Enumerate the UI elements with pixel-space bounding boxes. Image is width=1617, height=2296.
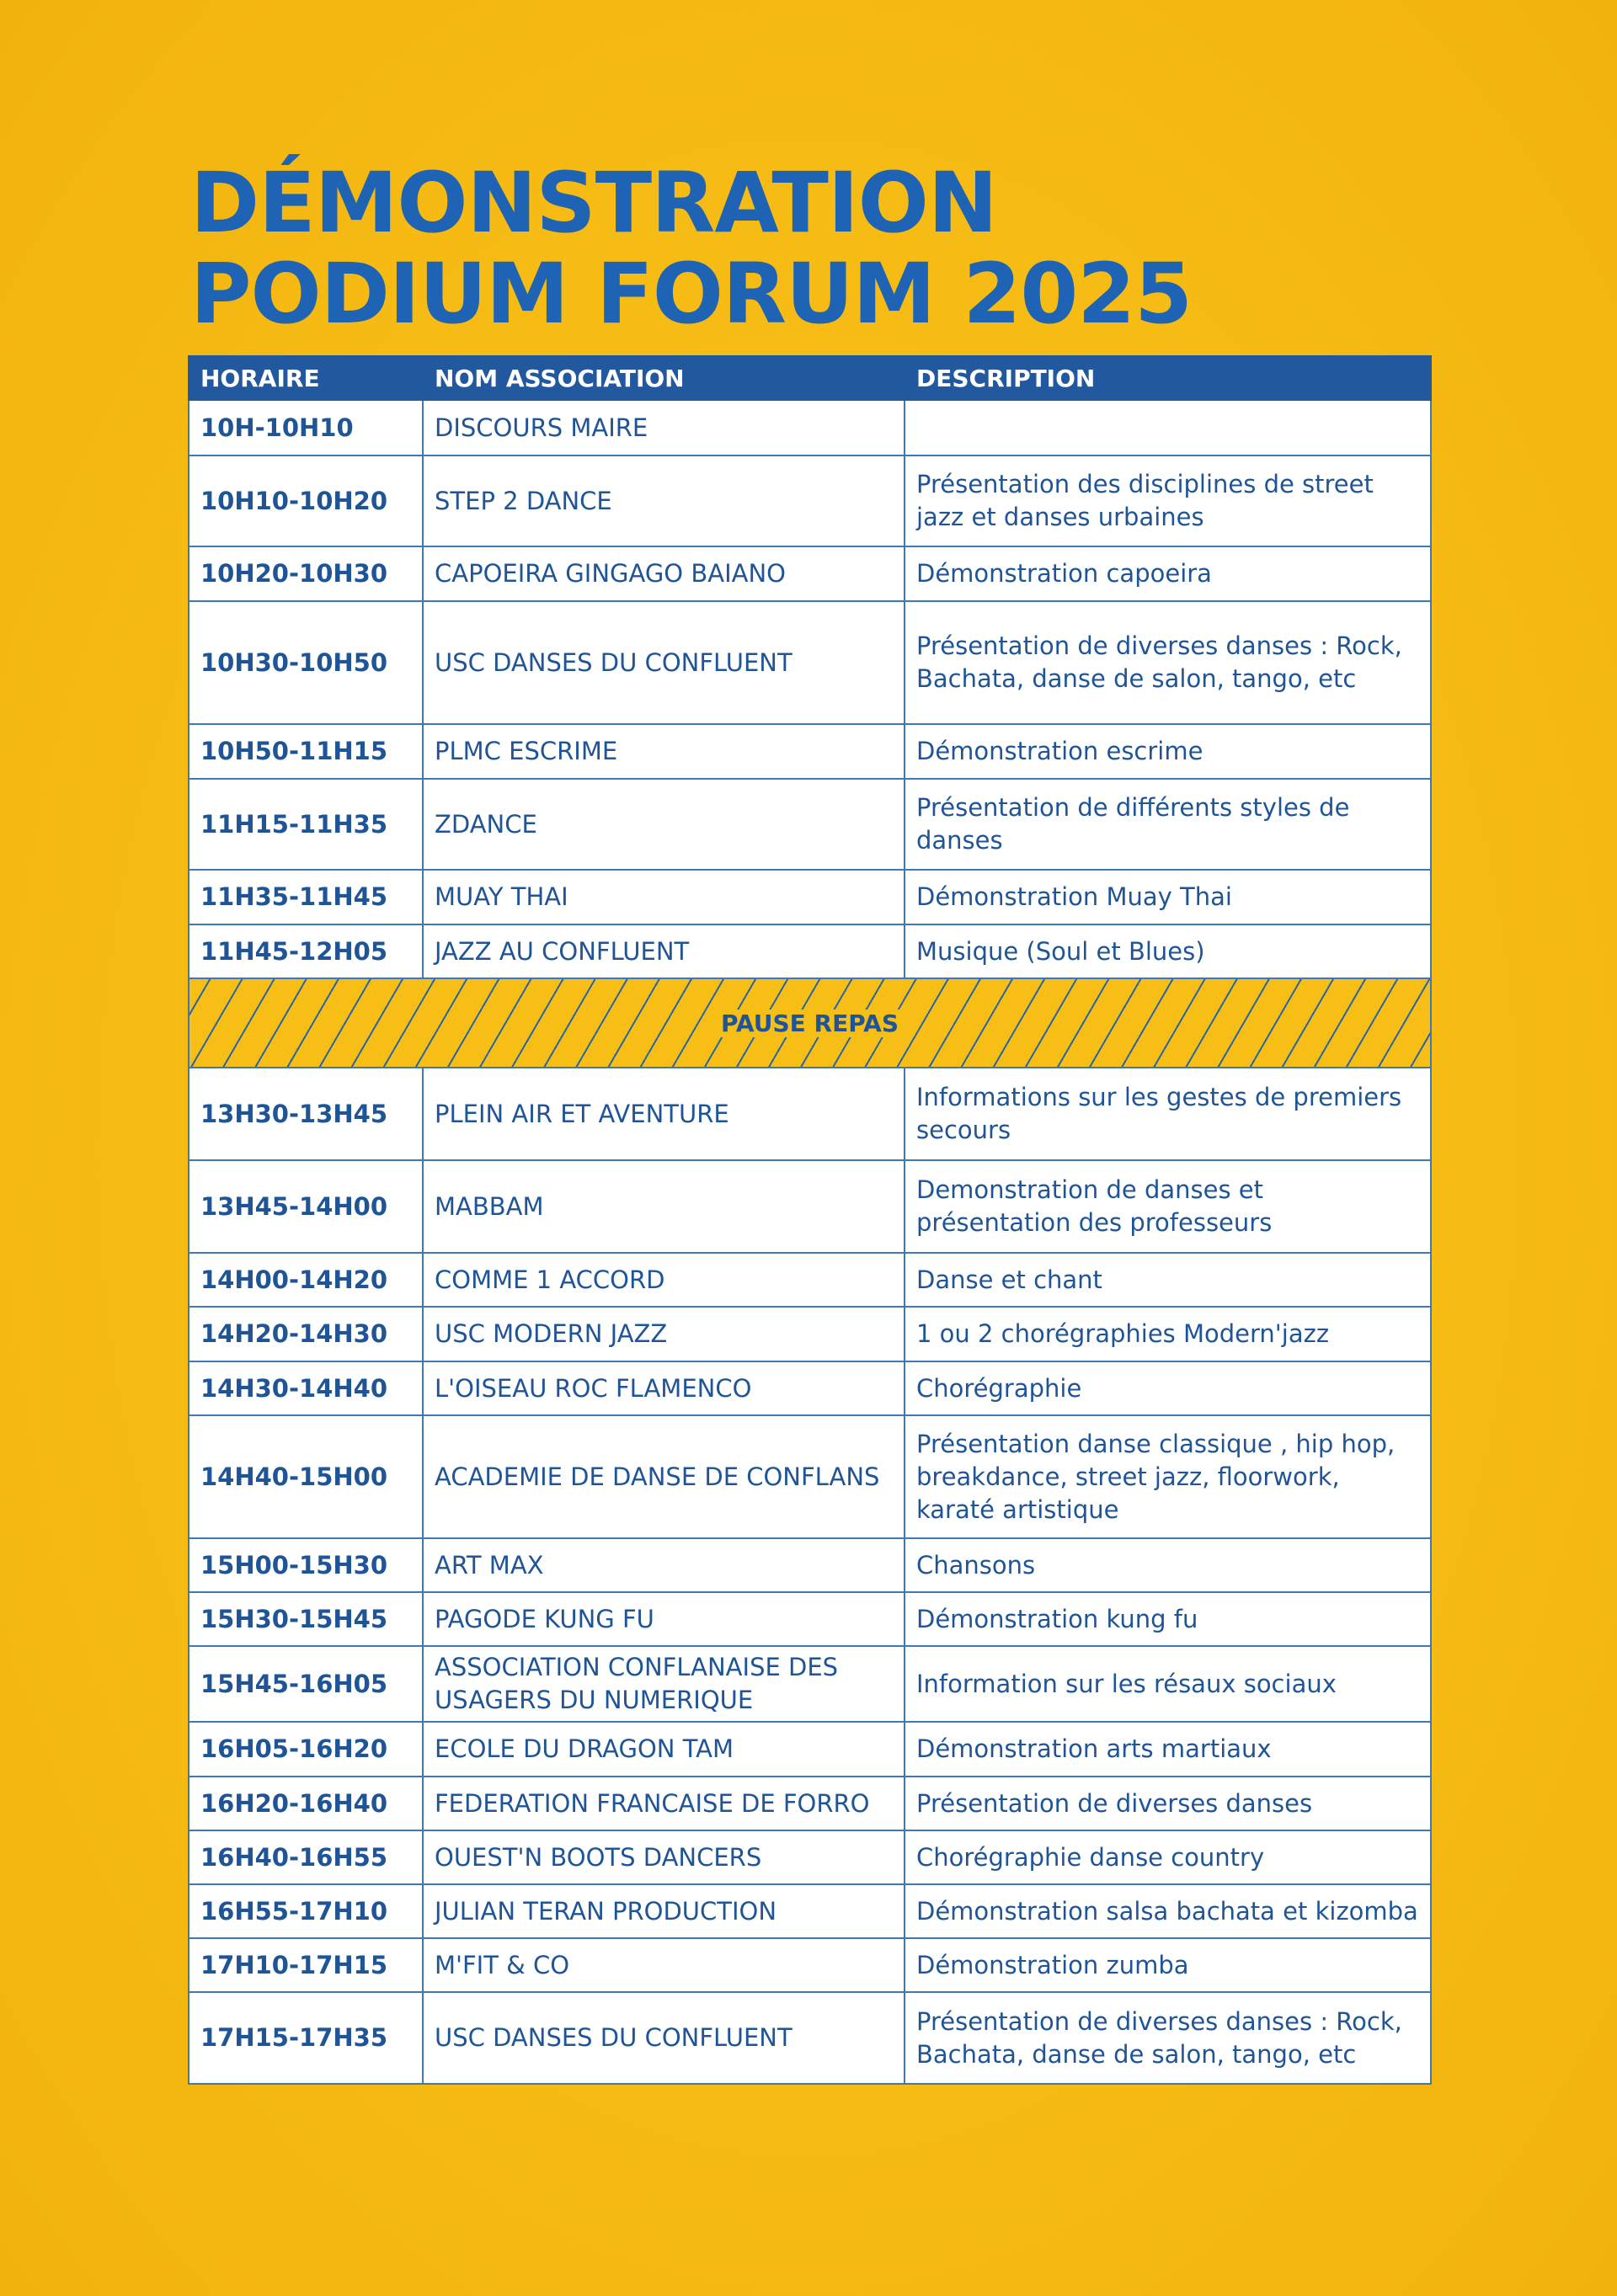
row-association: DISCOURS MAIRE — [423, 400, 905, 455]
row-time: 11H15-11H35 — [189, 779, 423, 870]
table-row — [189, 601, 1431, 724]
row-description: Démonstration kung fu — [905, 1592, 1431, 1646]
row-association: M'FIT & CO — [423, 1938, 905, 1992]
row-description: 1 ou 2 chorégraphies Modern'jazz — [905, 1307, 1431, 1361]
row-description: Chorégraphie — [905, 1361, 1431, 1415]
row-association: STEP 2 DANCE — [423, 455, 905, 546]
row-description: Démonstration capoeira — [905, 546, 1431, 601]
table-row — [189, 400, 1431, 455]
row-association: ECOLE DU DRAGON TAM — [423, 1722, 905, 1777]
page-title — [190, 155, 1193, 343]
lunch-break-label: PAUSE REPAS — [716, 1009, 904, 1037]
row-association: ASSOCIATION CONFLANAISE DES USAGERS DU NUMERIQUE — [423, 1646, 905, 1722]
row-description: Musique (Soul et Blues) — [905, 924, 1431, 978]
row-association: ART MAX — [423, 1538, 905, 1592]
row-time: 13H45-14H00 — [189, 1160, 423, 1253]
row-description: Présentation de diverses danses — [905, 1777, 1431, 1830]
row-time: 10H20-10H30 — [189, 546, 423, 601]
row-description: Démonstration escrime — [905, 724, 1431, 779]
row-time: 10H30-10H50 — [189, 601, 423, 724]
row-description: Démonstration zumba — [905, 1938, 1431, 1992]
table-row — [189, 1938, 1431, 1992]
row-time: 14H00-14H20 — [189, 1253, 423, 1307]
row-description: Demonstration de danses et présentation des professeurs — [905, 1160, 1431, 1253]
row-time: 16H55-17H10 — [189, 1884, 423, 1938]
row-association: ZDANCE — [423, 779, 905, 870]
header-nom-association: NOM ASSOCIATION — [423, 356, 905, 400]
row-time: 15H30-15H45 — [189, 1592, 423, 1646]
row-description: Présentation de diverses danses : Rock, Bachata, danse de salon, tango, etc — [905, 1992, 1431, 2084]
row-association: PLEIN AIR ET AVENTURE — [423, 1068, 905, 1160]
row-association: MUAY THAI — [423, 870, 905, 924]
lunch-break-cell — [189, 978, 1431, 1068]
table-row — [189, 1068, 1431, 1160]
row-description: Chorégraphie danse country — [905, 1830, 1431, 1884]
table-row — [189, 1992, 1431, 2084]
row-association: MABBAM — [423, 1160, 905, 1253]
table-row — [189, 1884, 1431, 1938]
table-row — [189, 1415, 1431, 1538]
row-association: JAZZ AU CONFLUENT — [423, 924, 905, 978]
table-row — [189, 455, 1431, 546]
row-description: Démonstration salsa bachata et kizomba — [905, 1884, 1431, 1938]
row-description: Présentation danse classique , hip hop, breakdance, street jazz, floorwork, karaté artistique — [905, 1415, 1431, 1538]
table-row — [189, 1592, 1431, 1646]
row-time: 17H15-17H35 — [189, 1992, 423, 2084]
title-line-2: PODIUM FORUM 2025 — [190, 246, 1193, 343]
row-description: Démonstration arts martiaux — [905, 1722, 1431, 1777]
row-time: 11H35-11H45 — [189, 870, 423, 924]
title-line-1: DÉMONSTRATION — [190, 155, 997, 252]
table-row — [189, 1722, 1431, 1777]
row-association: PLMC ESCRIME — [423, 724, 905, 779]
row-description: Présentation de différents styles de danses — [905, 779, 1431, 870]
schedule-table — [188, 355, 1432, 2085]
row-association: OUEST'N BOOTS DANCERS — [423, 1830, 905, 1884]
row-description: Présentation de diverses danses : Rock, Bachata, danse de salon, tango, etc — [905, 601, 1431, 724]
table-row — [189, 1361, 1431, 1415]
row-time: 17H10-17H15 — [189, 1938, 423, 1992]
row-time: 15H00-15H30 — [189, 1538, 423, 1592]
table-row — [189, 1307, 1431, 1361]
header-description: DESCRIPTION — [905, 356, 1431, 400]
row-time: 13H30-13H45 — [189, 1068, 423, 1160]
row-description: Démonstration Muay Thai — [905, 870, 1431, 924]
row-association: ACADEMIE DE DANSE DE CONFLANS — [423, 1415, 905, 1538]
row-time: 11H45-12H05 — [189, 924, 423, 978]
row-association: CAPOEIRA GINGAGO BAIANO — [423, 546, 905, 601]
table-header-row — [189, 356, 1431, 400]
row-association: USC MODERN JAZZ — [423, 1307, 905, 1361]
lunch-break-row — [189, 978, 1431, 1068]
row-time: 16H20-16H40 — [189, 1777, 423, 1830]
row-association: FEDERATION FRANCAISE DE FORRO — [423, 1777, 905, 1830]
table-row — [189, 1160, 1431, 1253]
row-association: JULIAN TERAN PRODUCTION — [423, 1884, 905, 1938]
row-time: 15H45-16H05 — [189, 1646, 423, 1722]
row-association: COMME 1 ACCORD — [423, 1253, 905, 1307]
row-time: 14H30-14H40 — [189, 1361, 423, 1415]
row-time: 10H50-11H15 — [189, 724, 423, 779]
row-time: 16H05-16H20 — [189, 1722, 423, 1777]
row-time: 14H20-14H30 — [189, 1307, 423, 1361]
row-time: 10H-10H10 — [189, 400, 423, 455]
header-horaire: HORAIRE — [189, 356, 423, 400]
row-time: 10H10-10H20 — [189, 455, 423, 546]
table-row — [189, 1253, 1431, 1307]
table-row — [189, 1830, 1431, 1884]
table-row — [189, 1538, 1431, 1592]
table-row — [189, 779, 1431, 870]
table-row — [189, 870, 1431, 924]
row-association: PAGODE KUNG FU — [423, 1592, 905, 1646]
row-description: Présentation des disciplines de street jazz et danses urbaines — [905, 455, 1431, 546]
row-description — [905, 400, 1431, 455]
table-row — [189, 924, 1431, 978]
table-row — [189, 1777, 1431, 1830]
row-description: Information sur les résaux sociaux — [905, 1646, 1431, 1722]
table-row — [189, 546, 1431, 601]
table-row — [189, 1646, 1431, 1722]
row-time: 16H40-16H55 — [189, 1830, 423, 1884]
row-description: Chansons — [905, 1538, 1431, 1592]
row-association: L'OISEAU ROC FLAMENCO — [423, 1361, 905, 1415]
row-description: Informations sur les gestes de premiers secours — [905, 1068, 1431, 1160]
row-time: 14H40-15H00 — [189, 1415, 423, 1538]
row-association: USC DANSES DU CONFLUENT — [423, 601, 905, 724]
table-row — [189, 724, 1431, 779]
row-association: USC DANSES DU CONFLUENT — [423, 1992, 905, 2084]
row-description: Danse et chant — [905, 1253, 1431, 1307]
